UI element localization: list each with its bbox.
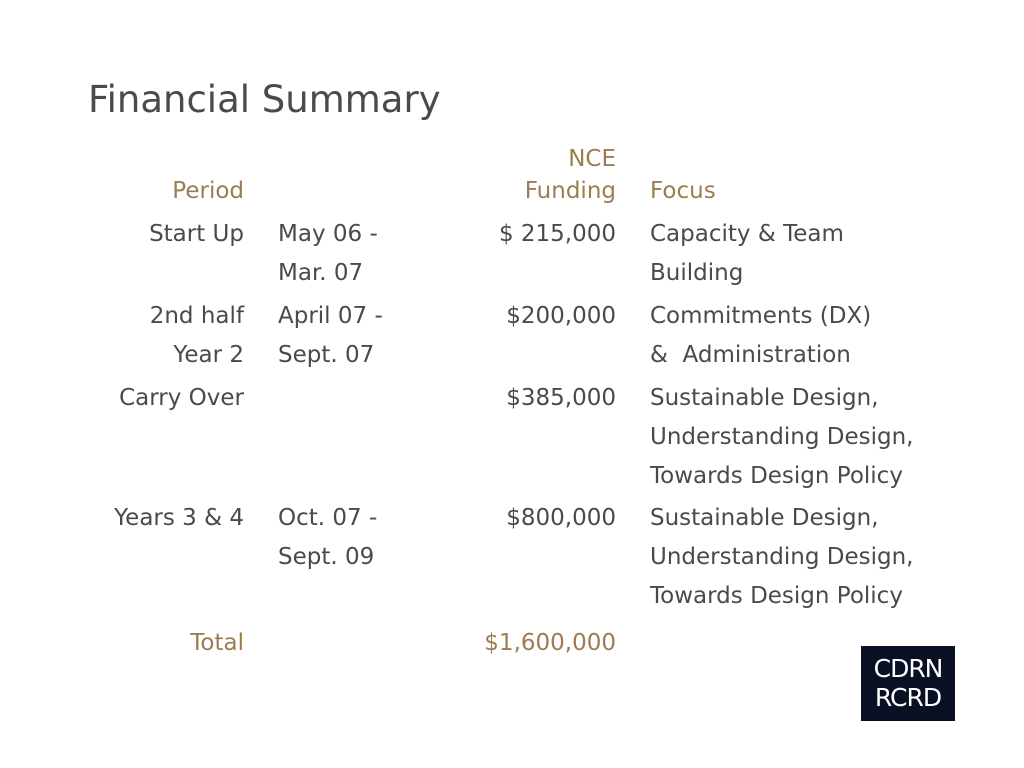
header-funding-line2: Funding [524,178,616,204]
row-funding: $385,000 [506,385,616,411]
row-funding: $800,000 [506,505,616,531]
header-funding-line1: NCE [568,146,616,172]
row-focus-line3: Towards Design Policy [650,583,903,609]
row-period: Start Up [149,221,244,247]
row-focus-line2: Building [650,260,744,286]
cdrn-logo [861,646,955,721]
row-funding: $ 215,000 [498,221,616,247]
row-focus-line1: Capacity & Team [650,221,844,247]
row-focus-line2: & Administration [650,342,851,368]
logo-line1: CDRN [873,654,943,683]
row-focus-line2: Understanding Design, [650,424,914,450]
row-dates-start: May 06 - [278,221,378,247]
row-focus-line1: Commitments (DX) [650,303,872,329]
row-period: 2nd half [149,303,244,329]
row-dates-end: Sept. 07 [278,342,375,368]
row-dates-start: Oct. 07 - [278,505,378,531]
row-period: Years 3 & 4 [114,505,244,531]
row-dates-start: April 07 - [278,303,383,329]
row-focus-line1: Sustainable Design, [650,505,879,531]
header-focus: Focus [650,178,716,204]
total-funding: $1,600,000 [484,630,616,656]
row-dates-end: Sept. 09 [278,544,375,570]
logo-line2: RCRD [874,683,942,712]
row-period: Carry Over [119,385,244,411]
slide-title: Financial Summary [88,78,441,121]
row-focus-line3: Towards Design Policy [650,463,903,489]
row-focus-line2: Understanding Design, [650,544,914,570]
total-label: Total [190,630,244,656]
row-dates-end: Mar. 07 [278,260,364,286]
header-period: Period [172,178,244,204]
row-focus-line1: Sustainable Design, [650,385,879,411]
row-period-line2: Year 2 [173,342,244,368]
row-funding: $200,000 [506,303,616,329]
